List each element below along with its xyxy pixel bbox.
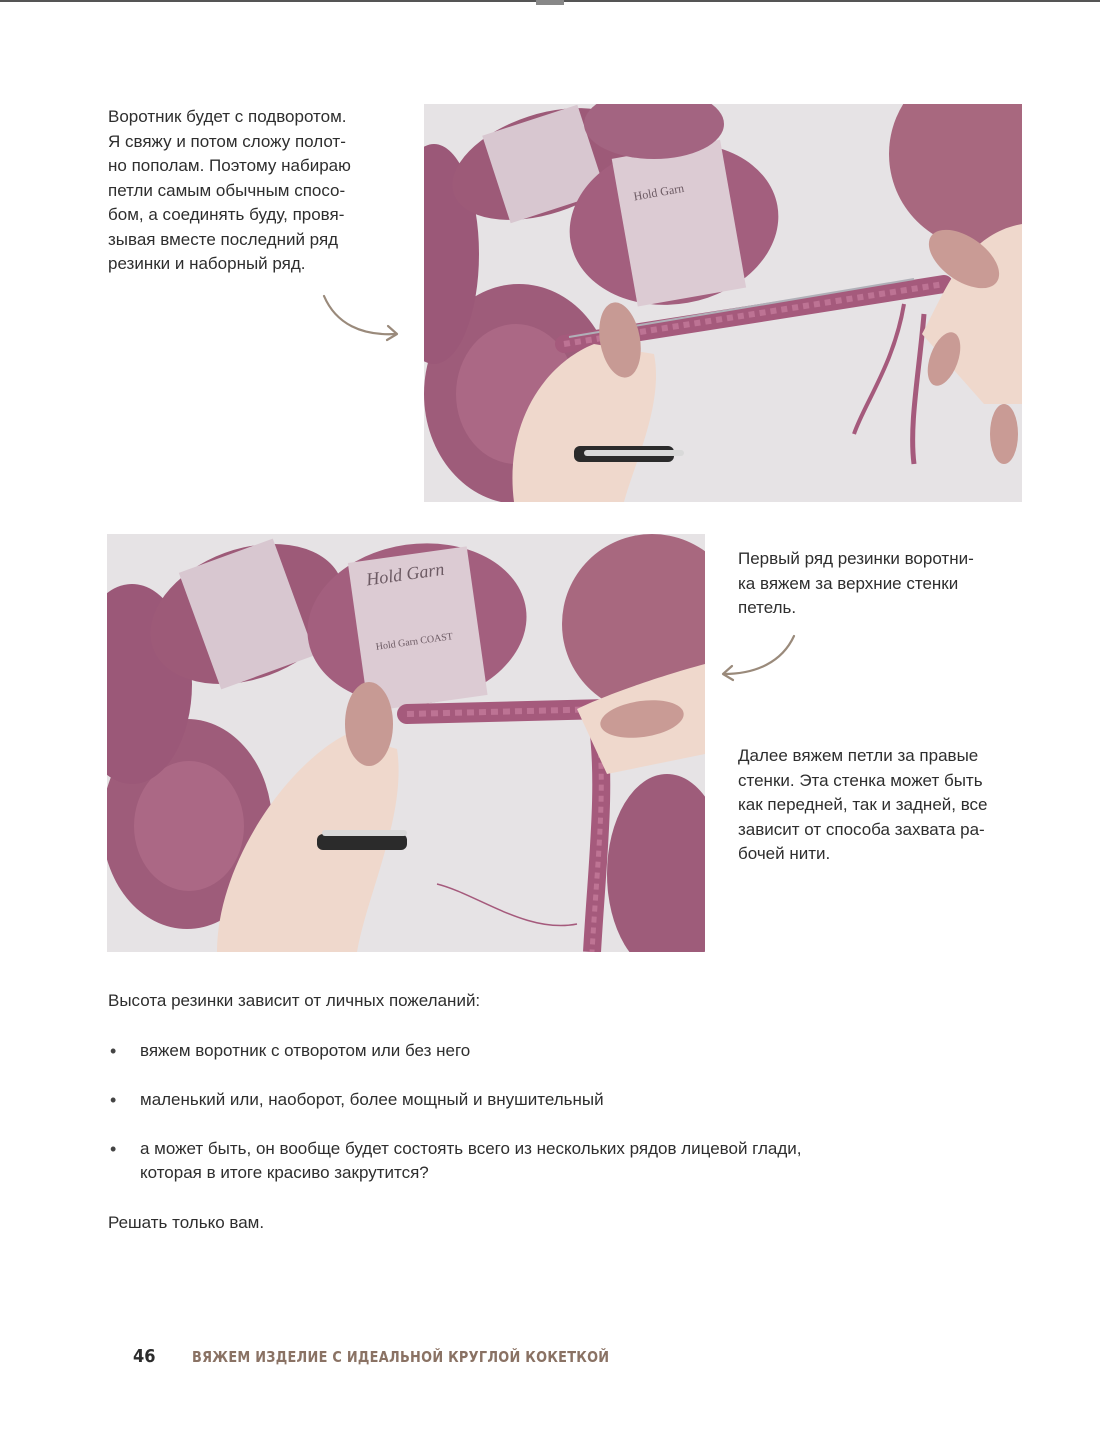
running-title: ВЯЖЕМ ИЗДЕЛИЕ С ИДЕАЛЬНОЙ КРУГЛОЙ КОКЕТКОЙ: [191, 1348, 609, 1366]
svg-text:Hold Garn COAST: Hold Garn COAST: [375, 631, 454, 653]
bullet-icon: •: [110, 1139, 117, 1159]
paragraph-first-row: Первый ряд резинки воротни- ка вяжем за верхние стенки петель.: [738, 549, 974, 617]
photo-knitting-cast-on: [424, 104, 1022, 502]
top-crop-mark: [536, 0, 564, 5]
page-number: 46: [133, 1346, 156, 1367]
options-list: [108, 1039, 988, 1210]
list-item-text: маленький или, наоборот, более мощный и внушительный: [140, 1090, 604, 1109]
list-item-text: вяжем воротник с отворотом или без него: [140, 1041, 471, 1060]
list-item: [108, 1137, 988, 1185]
svg-text:Hold Garn: Hold Garn: [364, 558, 446, 590]
page-footer: [133, 1346, 677, 1372]
svg-text:Hold Garn: Hold Garn: [632, 180, 686, 204]
bullet-icon: •: [110, 1041, 117, 1061]
photo-knitting-first-row: [107, 534, 705, 952]
curved-arrow-icon: [716, 628, 800, 684]
list-item: [108, 1088, 988, 1112]
list-item: [108, 1039, 988, 1063]
paragraph-height-intro: Высота резинки зависит от личных пожеланий:: [108, 991, 481, 1010]
paragraph-closing: Решать только вам.: [108, 1213, 265, 1232]
paragraph-right-walls: Далее вяжем петли за правые стенки. Эта стенка может быть как передней, так и задней, все зависит от способа захвата ра- бочей нити.: [738, 746, 988, 863]
bullet-icon: •: [110, 1090, 117, 1110]
list-item-text: а может быть, он вообще будет состоять всего из нескольких рядов лицевой глади, которая в итоге красиво закрутится?: [140, 1139, 802, 1182]
curved-arrow-icon: [318, 288, 404, 346]
paragraph-collar-intro: Воротник будет с подворотом. Я свяжу и потом сложу полот- но пополам. Поэтому набираю петли самым обычным спосо- бом, а соединять буду, провя- зывая вместе последний ряд резинки и наборный ряд.: [108, 107, 351, 273]
